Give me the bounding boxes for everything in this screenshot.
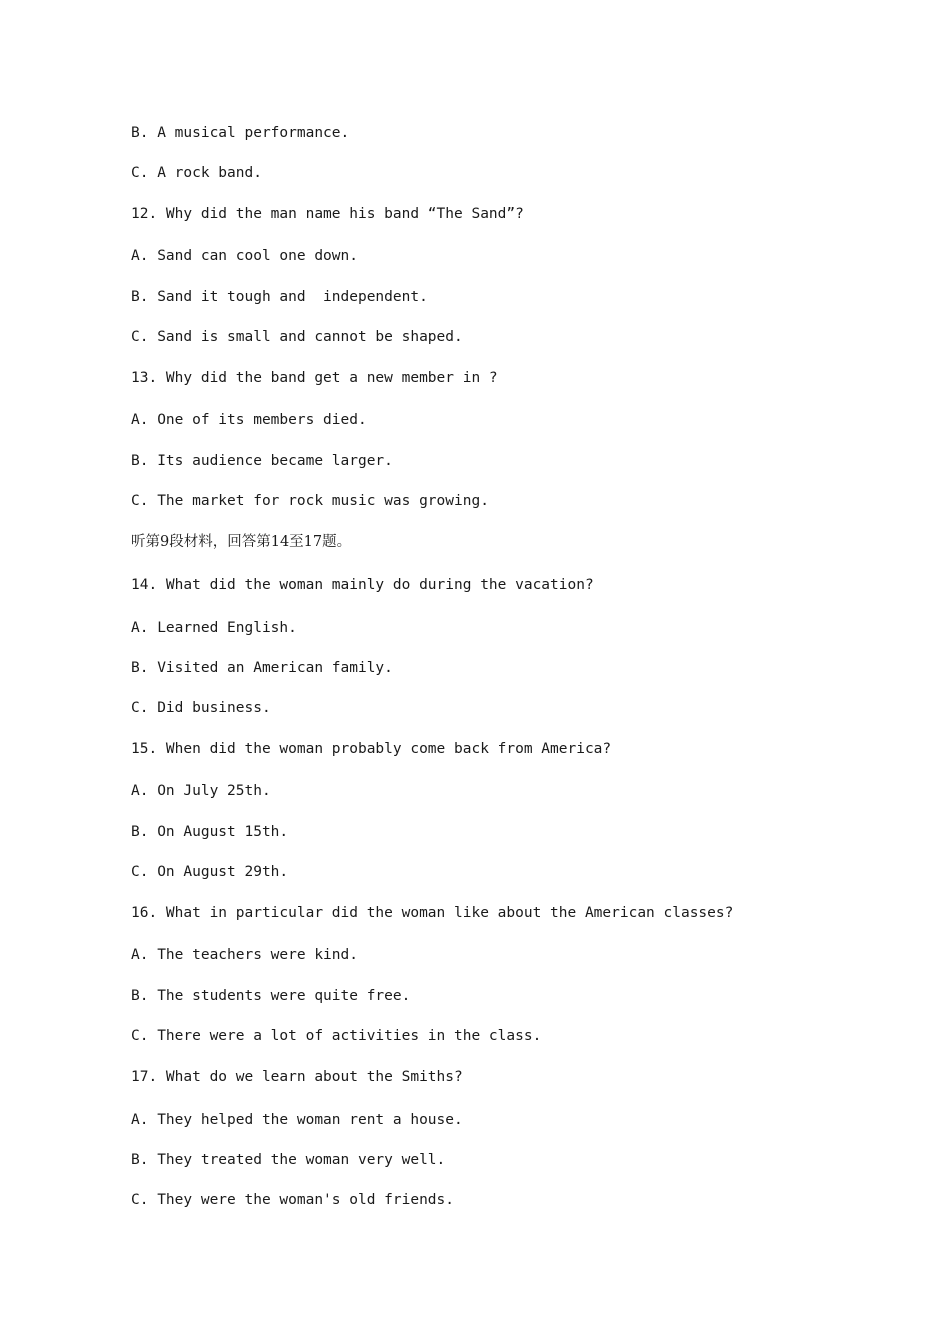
question-16: 16. What in particular did the woman like about the American classes? [131,905,734,921]
option-15a: A. On July 25th. [131,783,271,799]
option-14c: C. Did business. [131,700,271,716]
option-15b: B. On August 15th. [131,824,289,840]
question-14: 14. What did the woman mainly do during the vacation? [131,577,594,593]
option-14a: A. Learned English. [131,620,297,636]
option-12a: A. Sand can cool one down. [131,248,358,264]
option-12c: C. Sand is small and cannot be shaped. [131,329,463,345]
option-11b: B. A musical performance. [131,125,350,141]
section-instruction: 听第9段材料，回答第14至17题。 [131,534,352,550]
question-12: 12. Why did the man name his band “The Sand”? [131,206,524,222]
option-13a: A. One of its members died. [131,412,367,428]
option-17c: C. They were the woman's old friends. [131,1192,455,1208]
option-11c: C. A rock band. [131,165,262,181]
option-13b: B. Its audience became larger. [131,453,393,469]
option-15c: C. On August 29th. [131,864,289,880]
option-17a: A. They helped the woman rent a house. [131,1112,463,1128]
option-17b: B. They treated the woman very well. [131,1152,446,1168]
option-12b: B. Sand it tough and independent. [131,289,428,305]
question-15: 15. When did the woman probably come back from America? [131,741,612,757]
option-16c: C. There were a lot of activities in the class. [131,1028,542,1044]
question-13: 13. Why did the band get a new member in ? [131,370,498,386]
option-16a: A. The teachers were kind. [131,947,358,963]
option-13c: C. The market for rock music was growing. [131,493,489,509]
question-17: 17. What do we learn about the Smiths? [131,1069,463,1085]
option-16b: B. The students were quite free. [131,988,411,1004]
option-14b: B. Visited an American family. [131,660,393,676]
